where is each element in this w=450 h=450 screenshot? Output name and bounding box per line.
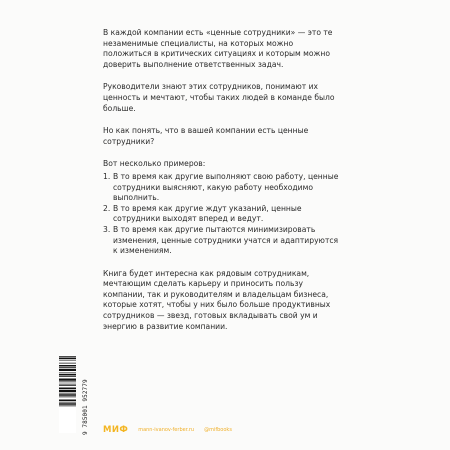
list-item-number: 1.	[103, 171, 111, 181]
barcode	[59, 355, 76, 433]
list-item-number: 2.	[103, 203, 111, 213]
barcode-digits-text: 9 785001 952779	[82, 379, 89, 435]
blurb-text	[103, 28, 341, 344]
publisher-logo: МИФ	[103, 425, 129, 435]
list-item-text: В то время как другие выполняют свою работу, ценные сотрудники выясняют, какую работу необходимо выполнить.	[113, 171, 339, 203]
list-item	[103, 204, 341, 225]
paragraph-2: Руководители знают этих сотрудников, понимают их ценность и мечтают, чтобы таких людей в команде было больше.	[103, 82, 335, 113]
list-item-number: 3.	[103, 224, 111, 234]
list-item	[103, 225, 341, 257]
paragraph-1: В каждой компании есть «ценные сотрудники» — это те незаменимые специалисты, на которых можно положиться в критических ситуациях и которым можно доверить выполнение ответственных задач.	[103, 28, 333, 69]
paragraph-3: Но как понять, что в вашей компании есть ценные сотрудники?	[103, 126, 309, 146]
paragraph-4: Вот несколько примеров:	[103, 159, 206, 169]
publisher-footer	[103, 425, 232, 435]
list-item-text: В то время как другие пытаются минимизировать изменения, ценные сотрудники учатся и адаптируются к изменениям.	[113, 224, 339, 256]
examples-list	[103, 172, 341, 257]
publisher-website: mann-ivanov-ferber.ru	[138, 427, 195, 433]
list-item-text: В то время как другие ждут указаний, ценные сотрудники выходят вперед и ведут.	[113, 203, 302, 224]
paragraph-5: Книга будет интересна как рядовым сотрудникам, мечтающим сделать карьеру и приносить пользу компании, так и руководителям и владельцам бизнеса, которые хотят, чтобы у них было больше продуктивных сотрудников — звезд, готовых вкладывать свой ум и энергию в развитие компании.	[103, 268, 331, 331]
barcode-number	[78, 355, 89, 435]
publisher-social-handle: @mifbooks	[204, 427, 232, 433]
list-item	[103, 172, 341, 204]
